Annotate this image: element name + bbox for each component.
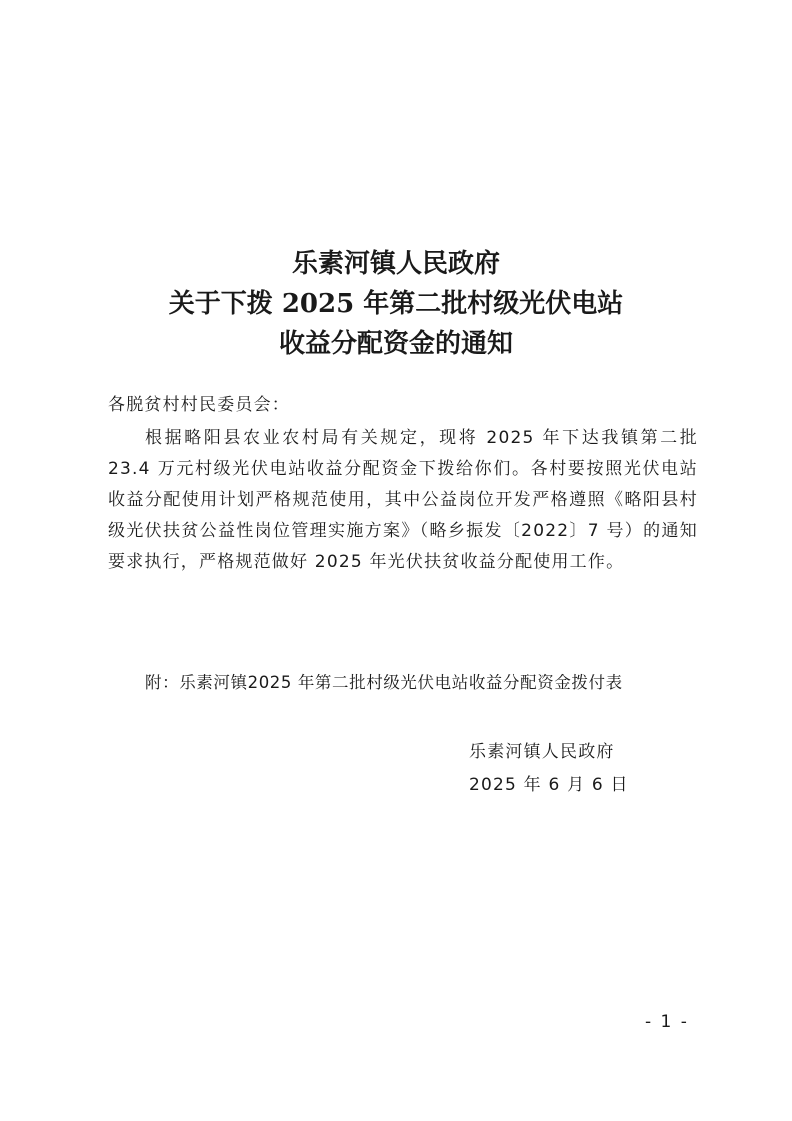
document-title-line-1: 乐素河镇人民政府: [291, 249, 500, 279]
main-paragraph: 根据略阳县农业农村局有关规定，现将 2025 年下达我镇第二批 23.4 万元村级光伏电站收益分配资金下拨给你们。各村要按照光伏电站收益分配使用计划严格规范使用，其中公益岗位开发严格遵照《略阳县村级光伏扶贫公益性岗位管理实施方案》（略乡振发〔2022〕7 号）的通知要求执行，严格规范做好 2025 年光伏扶贫收益分配使用工作。: [108, 428, 698, 572]
document-title-line-3: 收益分配资金的通知: [278, 329, 513, 359]
salutation: 各脱贫村村民委员会：: [108, 395, 290, 415]
page-number: - 1 -: [645, 1012, 689, 1032]
signature-date: 2025 年 6 月 6 日: [469, 775, 629, 795]
document-title-line-2: 关于下拨 2025 年第二批村级光伏电站: [168, 289, 624, 319]
attachment-note: 附：乐素河镇2025 年第二批村级光伏电站收益分配资金拨付表: [145, 673, 623, 692]
signature-organization: 乐素河镇人民政府: [469, 742, 615, 762]
